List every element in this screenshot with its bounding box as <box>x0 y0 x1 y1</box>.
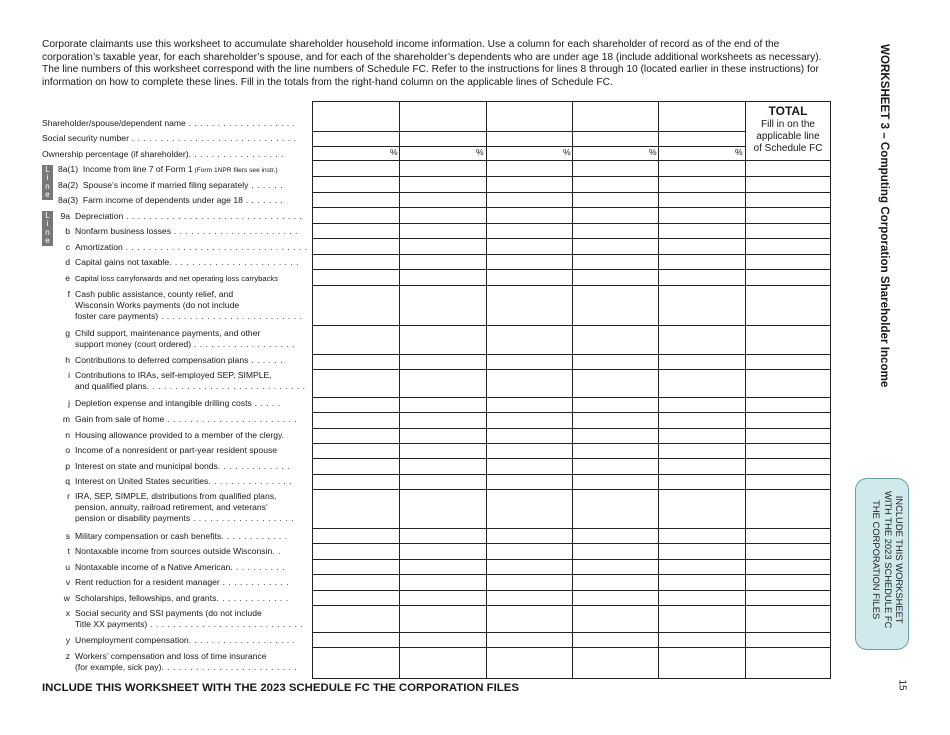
grid-row-divider <box>312 354 831 355</box>
line-9a-label: 9a Depreciation . . . . . . . . . . . . . . . . . . . . . . . . . . . . . . . <box>60 211 303 221</box>
grid-row-divider <box>312 605 831 606</box>
grid-row-divider <box>312 443 831 444</box>
percent-sign: % <box>390 147 398 157</box>
grid-row-divider <box>312 192 831 193</box>
line-9e-label: e Capital loss carryforwards and net operating loss carrybacks <box>65 273 279 283</box>
line-9p-label: p Interest on state and municipal bonds. . . . . . . . . . . . . <box>65 461 291 471</box>
percent-sign: % <box>476 147 484 157</box>
worksheet-title: WORKSHEET 3 – Computing Corporation Shareholder Income <box>878 44 891 388</box>
grid-row-divider <box>312 590 831 591</box>
grid-row-divider <box>312 458 831 459</box>
grid-row-divider <box>312 176 831 177</box>
line-9-tab: Line <box>42 211 53 246</box>
page-number: 15 <box>896 679 908 691</box>
line-9y-label: y Unemployment compensation. . . . . . . . . . . . . . . . . . . <box>65 635 296 645</box>
grid-row-divider <box>312 397 831 398</box>
grid-row-divider <box>312 559 831 560</box>
grid-row-divider <box>312 574 831 575</box>
grid-row-divider <box>312 285 831 286</box>
intro-paragraph: Corporate claimants use this worksheet to accumulate shareholder household income information. Use a column for each shareholder of record as of the end of the corporation’s taxable year, for each shareholder’s spouse, and for each of the shareholder’s dependents who are under age 18 (include additional worksheets as necessary). The line numbers of this worksheet correspond with the line numbers of Schedule FC. Refer to the instructions for lines 8 through 10 (located earlier in these instructions) for information on how to complete these lines. Fill in the totals from the right-hand column on the applicable lines of Schedule FC. <box>42 39 822 88</box>
line-8a3-label: 8a(3) Farm income of dependents under age 18 . . . . . . . <box>58 195 284 205</box>
line-9z-label: z Workers’ compensation and loss of time insurance (for example, sick pay). . . . . . . . . . . . . . . . . . . . . . . . <box>65 651 298 673</box>
total-column-header: TOTAL Fill in on the applicable line of Schedule FC <box>753 104 823 154</box>
line-9f-label: f Cash public assistance, county relief, and Wisconsin Works payments (do not include foster care payments) . . . . . . . . . . . . . . . . . . . . . . . . . <box>67 289 303 322</box>
grid-row-divider <box>312 369 831 370</box>
line-8a2-label: 8a(2) Spouse’s income if married filing separately . . . . . . <box>58 180 284 190</box>
worksheet-grid <box>312 101 831 679</box>
ownership-percentage-label: Ownership percentage (if shareholder). . . . . . . . . . . . . . . . . <box>42 149 284 159</box>
percent-sign: % <box>649 147 657 157</box>
grid-row-divider <box>312 146 745 147</box>
grid-row-divider <box>312 412 831 413</box>
shareholder-name-label: Shareholder/spouse/dependent name . . . . . . . . . . . . . . . . . . . <box>42 118 296 128</box>
line-9w-label: w Scholarships, fellowships, and grants. . . . . . . . . . . . . <box>63 593 289 603</box>
line-9x-label: x Social security and SSI payments (do not include Title XX payments) . . . . . . . . . . . . . . . . . . . . . . . . . . . <box>65 608 304 630</box>
percent-sign: % <box>735 147 743 157</box>
line-9j-label: j Depletion expense and intangible drilling costs . . . . . <box>68 398 281 408</box>
line-9o-label: o Income of a nonresident or part-year resident spouse <box>65 445 278 455</box>
line-9q-label: q Interest on United States securities. . . . . . . . . . . . . . . <box>65 476 293 486</box>
grid-row-divider <box>312 632 831 633</box>
line-8-tab: Line <box>42 165 53 200</box>
grid-row-divider <box>312 543 831 544</box>
grid-row-divider <box>312 238 831 239</box>
grid-row-divider <box>312 131 745 132</box>
footer-instruction: INCLUDE THIS WORKSHEET WITH THE 2023 SCHEDULE FC THE CORPORATION FILES <box>42 682 519 694</box>
grid-row-divider <box>312 269 831 270</box>
grid-row-divider <box>312 474 831 475</box>
grid-row-divider <box>312 207 831 208</box>
grid-row-divider <box>312 254 831 255</box>
percent-sign: % <box>563 147 571 157</box>
grid-row-divider <box>312 325 831 326</box>
line-9h-label: h Contributions to deferred compensation plans . . . . . . <box>65 355 284 365</box>
line-9d-label: d Capital gains not taxable. . . . . . . . . . . . . . . . . . . . . . . <box>65 257 300 267</box>
line-9t-label: t Nontaxable income from sources outside Wisconsin. . <box>67 546 281 556</box>
line-9c-label: c Amortization . . . . . . . . . . . . . . . . . . . . . . . . . . . . . . . . <box>65 242 308 252</box>
grid-row-divider <box>312 428 831 429</box>
line-9g-label: g Child support, maintenance payments, and other support money (court ordered) . . . . . . . . . . . . . . . . . . <box>65 328 296 350</box>
grid-row-divider <box>312 647 831 648</box>
grid-row-divider <box>312 160 831 161</box>
grid-row-divider <box>312 223 831 224</box>
line-9m-label: m Gain from sale of home . . . . . . . . . . . . . . . . . . . . . . . <box>62 414 298 424</box>
line-9u-label: u Nontaxable income of a Native American. . . . . . . . . . <box>65 562 286 572</box>
line-9i-label: i Contributions to IRAs, self-employed SEP, SIMPLE, and qualified plans. . . . . . . . . . . . . . . . . . . . . . . . . . . . <box>68 370 306 392</box>
line-9s-label: s Military compensation or cash benefits. . . . . . . . . . . . <box>65 531 288 541</box>
line-8a1-label: 8a(1) Income from line 7 of Form 1 (Form 1NPR filers see instr.) <box>58 164 278 174</box>
grid-row-divider <box>312 528 831 529</box>
line-9n-label: n Housing allowance provided to a member of the clergy. <box>65 430 285 440</box>
include-worksheet-badge: INCLUDE THIS WORKSHEET WITH THE 2023 SCHEDULE FC THE CORPORATION FILES <box>855 478 909 650</box>
line-9b-label: b Nonfarm business losses . . . . . . . . . . . . . . . . . . . . . . <box>65 226 299 236</box>
line-9v-label: v Rent reduction for a resident manager . . . . . . . . . . . . <box>65 577 290 587</box>
line-9r-label: r IRA, SEP, SIMPLE, distributions from qualified plans, pension, annuity, railroad retirement, and veterans’ pension or disability payments . . . . . . . . . . . . . . . . . . <box>67 491 295 524</box>
grid-row-divider <box>312 489 831 490</box>
ssn-label: Social security number . . . . . . . . . . . . . . . . . . . . . . . . . . . . . <box>42 133 297 143</box>
